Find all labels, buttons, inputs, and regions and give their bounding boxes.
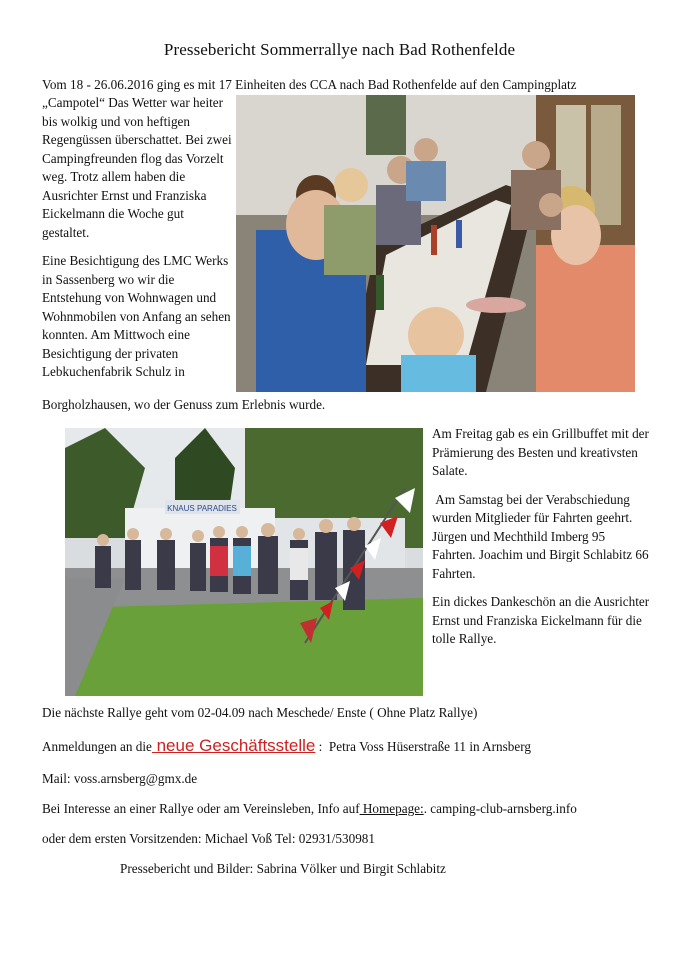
registration-address: : Petra Voss Hüserstraße 11 in Arnsberg	[315, 739, 531, 754]
registration-prefix: Anmeldungen an die	[42, 739, 152, 754]
interest-line	[42, 800, 577, 819]
registration-line	[42, 737, 531, 757]
interest-prefix: Bei Interesse an einer Rallye oder am Vereinsleben, Info auf	[42, 801, 360, 816]
chair-line: oder dem ersten Vorsitzenden: Michael Voß Tel: 02931/530981	[42, 831, 375, 846]
homepage-link[interactable]: Homepage:	[359, 801, 424, 816]
paragraph-honors: Am Samstag bei der Verabschiedung wurden Mitglieder für Fahrten geehrt. Jürgen und Mechthild Imberg 95 Fahrten. Joachim und Birgit Schlabitz 66 Fahrten.	[432, 491, 652, 581]
office-link[interactable]: neue Geschäftsstelle	[151, 736, 316, 755]
right-text-column	[432, 425, 650, 659]
mail-line: Mail: voss.arnsberg@gmx.de	[42, 771, 198, 786]
photo-dinner-table	[236, 95, 635, 392]
paragraph-thanks: Ein dickes Dankeschön an die Ausrichter Ernst und Franziska Eickelmann für die tolle Rallye.	[432, 594, 650, 646]
paragraph-grill: Am Freitag gab es ein Grillbuffet mit der Prämierung des Besten und kreativsten Salate.	[432, 426, 649, 478]
homepage-url: . camping-club-arnsberg.info	[423, 801, 577, 816]
photo-sign-text: KNAUS PARADIES	[167, 504, 237, 513]
paragraph-visits-end: Borgholzhausen, wo der Genuss zum Erlebnis wurde.	[42, 397, 326, 412]
photo-group-outdoor	[65, 428, 423, 696]
paragraph-visits: Eine Besichtigung des LMC Werks in Sassenberg wo wir die Entstehung von Wohnwagen und Wohnmobilen von Anfang an sehen konnten. Am Mittwoch eine Besichtigung der privaten Lebkuchenfabrik Schulz in	[42, 253, 231, 379]
credits-line: Pressebericht und Bilder: Sabrina Völker und Birgit Schlabitz	[120, 861, 446, 876]
paragraph-weather: „Campotel“ Das Wetter war heiter bis wolkig und von heftigen Regengüssen überschattet. Bei zwei Campingfreunden flog das Vorzelt weg. Trotz allem haben die Ausrichter Ernst und Franziska Eickelmann die Woche gut gestaltet.	[42, 95, 232, 240]
intro-line: Vom 18 - 26.06.2016 ging es mit 17 Einheiten des CCA nach Bad Rothenfelde auf den Campingplatz	[42, 77, 577, 92]
left-text-column	[42, 94, 232, 382]
next-rallye-line: Die nächste Rallye geht vom 02-04.09 nach Meschede/ Enste ( Ohne Platz Rallye)	[42, 705, 478, 720]
page-title: Pressebericht Sommerrallye nach Bad Rothenfelde	[163, 40, 516, 59]
